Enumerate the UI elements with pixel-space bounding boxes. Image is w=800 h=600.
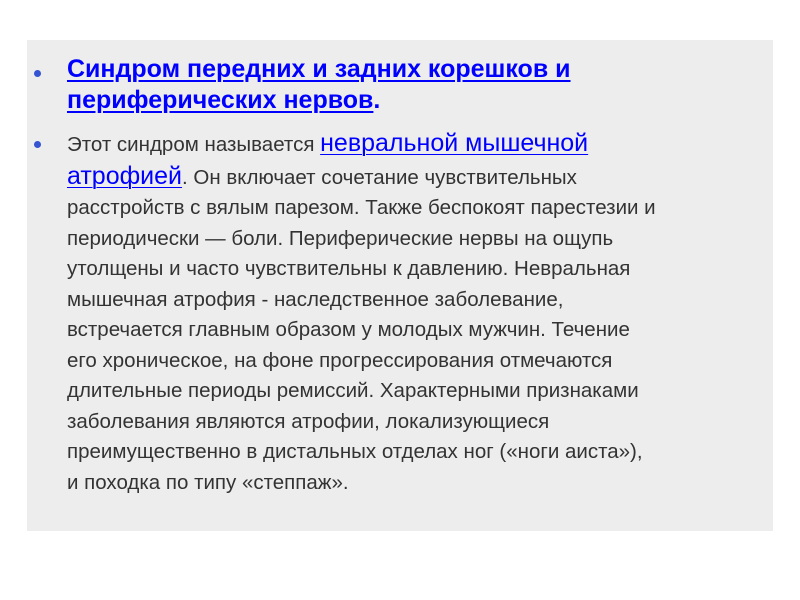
paragraph-line: периодически — боли. Периферические нервы на ощупь <box>67 226 614 250</box>
paragraph-line: преимущественно в дистальных отделах ног («ноги аиста»), <box>67 440 643 463</box>
paragraph-line: встречается главным образом у молодых мужчин. Течение <box>67 318 630 341</box>
bullet-dot-icon <box>34 70 41 77</box>
heading-link-line-2[interactable]: периферических нервов <box>67 86 374 114</box>
description-paragraph <box>67 128 767 498</box>
paragraph-after-term: . Он включает сочетание чувствительных <box>182 165 577 189</box>
paragraph-line: расстройств с вялым парезом. Также беспокоят парестезии и <box>67 196 656 219</box>
paragraph-intro: Этот синдром называется <box>67 133 321 156</box>
paragraph-line: его хроническое, на фоне прогрессирования отмечаются <box>67 348 613 372</box>
term-link-part-1[interactable]: невральной мышечной <box>320 129 589 157</box>
paragraph-line: длительные периоды ремиссий. Характерными признаками <box>67 379 639 402</box>
paragraph-line: заболевания являются атрофии, локализующиеся <box>67 409 550 433</box>
heading-link-line-1[interactable]: Синдром передних и задних корешков и <box>67 55 571 83</box>
heading-period: . <box>373 86 381 114</box>
bullet-dot-icon <box>34 141 41 148</box>
term-link-part-2[interactable]: атрофией <box>67 161 183 190</box>
paragraph-line: и походка по типу «степпаж». <box>67 470 349 494</box>
paragraph-line: утолщены и часто чувствительны к давлению. Невральная <box>67 257 631 280</box>
heading-title <box>67 54 707 116</box>
content-panel <box>27 40 773 531</box>
paragraph-line: мышечная атрофия - наследственное заболевание, <box>67 287 564 311</box>
